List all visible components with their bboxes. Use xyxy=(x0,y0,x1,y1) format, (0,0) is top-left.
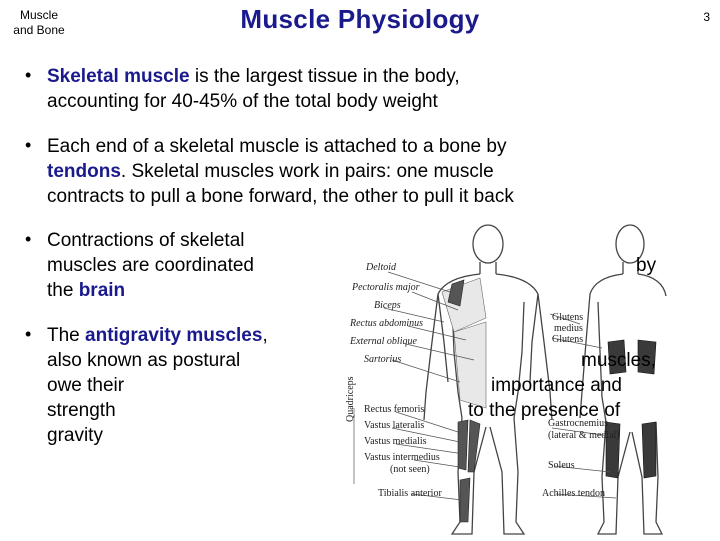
label-pectoralis-major: Pectoralis major xyxy=(352,282,420,293)
bullet-line xyxy=(47,159,667,184)
bullet-line: owe their xyxy=(47,375,125,396)
label-biceps: Biceps xyxy=(374,300,401,311)
bullet-skeletal-muscle xyxy=(25,64,647,114)
highlight-term: tendons xyxy=(47,161,121,182)
section-label-line1: Muscle xyxy=(19,8,58,22)
label-sartorius: Sartorius xyxy=(364,354,402,365)
label-vastus-medialis: Vastus medialis xyxy=(364,436,427,447)
highlight-term: brain xyxy=(78,280,126,301)
bullet-line: also known as postural xyxy=(47,350,241,371)
label-deltoid: Deltoid xyxy=(366,262,396,273)
bullet-text: is the largest tissue in the body, xyxy=(189,66,460,87)
bullet-line: accounting for 40-45% of the total body weight xyxy=(47,91,438,112)
overlay-text-muscles: muscles, xyxy=(581,350,656,371)
label-achilles-tendon: Achilles tendon xyxy=(542,488,606,499)
bullet-tendons xyxy=(25,134,667,209)
label-vastus-intermedius: Vastus intermedius xyxy=(364,452,440,463)
label-rectus-femoris: Rectus femoris xyxy=(364,404,425,415)
highlight-term: Skeletal muscle xyxy=(47,66,190,87)
label-gastrocnemius-detail: (lateral & medial) xyxy=(548,430,620,441)
bullet-line: contracts to pull a bone forward, the other to pull it back xyxy=(47,186,514,207)
bullet-line: gravity xyxy=(47,425,103,446)
label-not-seen: (not seen) xyxy=(390,464,430,475)
label-gluteus-maximus: Glutens xyxy=(552,334,584,345)
bullet-dot: • xyxy=(25,65,32,85)
label-quadriceps: Quadriceps xyxy=(345,376,356,422)
bullet-line: muscles are coordinated xyxy=(47,255,254,276)
bullet-line: Contractions of skeletal xyxy=(47,230,245,251)
section-label-line2: and Bone xyxy=(13,23,65,37)
bullet-text: The xyxy=(47,325,86,346)
label-vastus-lateralis: Vastus lateralis xyxy=(364,420,425,431)
label-gluteus-medius: Glutens xyxy=(552,312,584,323)
bullet-dot: • xyxy=(25,324,32,344)
bullet-dot: • xyxy=(25,135,32,155)
highlight-term: antigravity muscles xyxy=(85,325,263,346)
bullet-line: strength xyxy=(47,400,116,421)
slide-title: Muscle Physiology xyxy=(240,4,480,34)
overlay-text-by: by xyxy=(636,255,657,276)
bullet-text: . Skeletal muscles work in pairs: one muscle xyxy=(120,161,494,182)
label-gluteus-medius-2: medius xyxy=(554,323,583,334)
overlay-text-importance: importance and xyxy=(491,375,622,396)
label-external-oblique: External oblique xyxy=(350,336,417,347)
overlay-text-presence: to the presence of xyxy=(468,400,621,421)
bullet-line: Each end of a skeletal muscle is attached to a bone by xyxy=(47,136,507,157)
bullet-line xyxy=(47,64,647,89)
label-soleus: Soleus xyxy=(548,460,575,471)
bullet-text: the xyxy=(47,280,79,301)
label-rectus-abdominus: Rectus abdominus xyxy=(350,318,424,329)
page-number: 3 xyxy=(703,10,710,24)
bullet-text: , xyxy=(262,325,268,346)
label-tibialis-anterior: Tibialis anterior xyxy=(378,488,442,499)
label-gastrocnemius: Gastrocnemius xyxy=(548,418,608,429)
bullet-dot: • xyxy=(25,229,32,249)
